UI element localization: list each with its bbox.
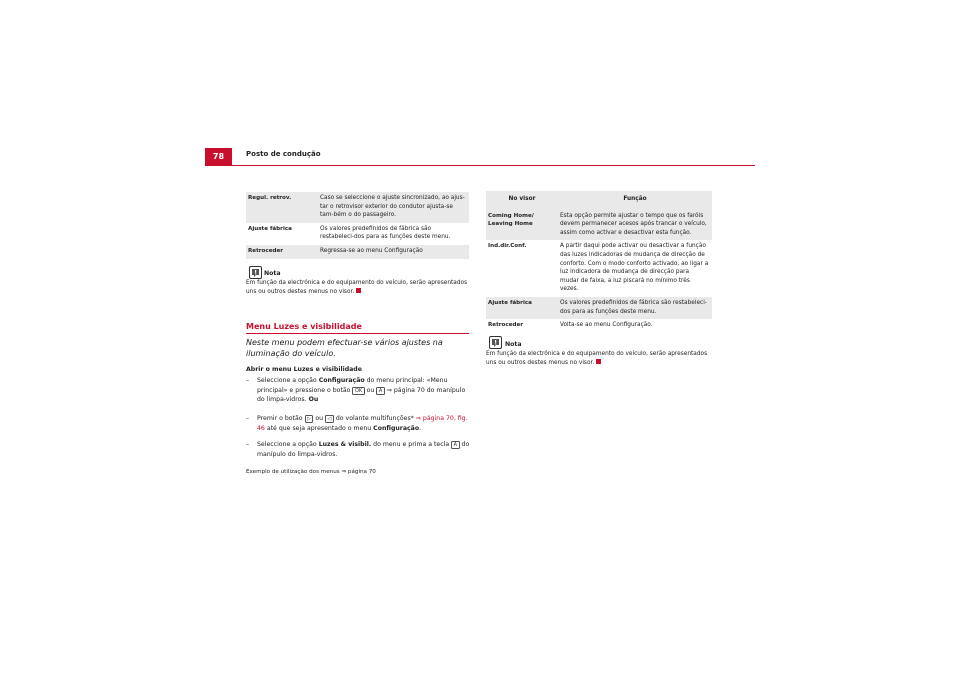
section-title: Menu Luzes e visibilidade — [246, 322, 362, 331]
option-name: Ajuste fábrica — [486, 297, 558, 319]
ok-key-icon: OK — [352, 387, 364, 395]
note-icon — [489, 336, 502, 349]
next-key-icon: ▷ — [305, 415, 314, 423]
option-name: Retroceder — [488, 322, 524, 329]
table-row — [246, 245, 469, 259]
step-text: Seleccione a opção — [257, 441, 319, 448]
note-body: Em função da electrónica e do equipamento do veículo, serão apresentados uns ou outros destes menus no visor. — [486, 351, 708, 366]
option-description: Regressa-se ao menu Configuração — [318, 245, 469, 259]
mirror-settings-table — [246, 192, 469, 259]
option-description: A partir daqui pode activar ou desactivar a função das luzes indicadoras de mudança de direcção de conforto. Com o modo conforto activado, ao ligar a luz indicadora de mudança de direcção para mudar de faixa, a luz piscará no mínimo três vezes. — [560, 243, 709, 293]
a-key-icon: A — [451, 441, 459, 449]
procedure-heading: Abrir o menu Luzes e visibilidade — [246, 366, 362, 373]
table-row — [246, 223, 469, 245]
table-row — [486, 297, 712, 319]
a-key-icon: A — [376, 387, 384, 395]
table-header-row — [486, 191, 712, 210]
column-header: No visor — [486, 191, 558, 210]
option-description: Caso se seleccione o ajuste sincronizado, ao ajus-tar o retrovisor exterior do condutor ajusta-se tam-bém o do passageiro. — [318, 192, 469, 223]
menu-option: Configuração — [318, 377, 365, 384]
section-intro: Neste menu podem efectuar-se vários ajustes na iluminação do veículo. — [246, 338, 443, 358]
end-of-section-mark — [356, 288, 361, 293]
menu-option: Luzes & visibil. — [318, 441, 372, 448]
section-rule — [246, 333, 469, 334]
note-title: Nota — [505, 341, 522, 348]
table-row — [486, 210, 712, 241]
note-icon — [249, 266, 262, 279]
menu-option: Configuração — [373, 424, 420, 432]
step-text: Premir o botão — [257, 415, 305, 422]
list-dash: – — [246, 441, 250, 448]
option-description: Volta-se ao menu Configuração. — [560, 322, 653, 329]
step-conjunction: Ou — [308, 396, 319, 404]
step-text: ou — [313, 415, 326, 422]
column-header: Função — [558, 191, 712, 210]
option-description: Os valores predefinidos de fábrica são restabeleci-dos para as funções deste menu. — [558, 297, 712, 319]
option-name: Regul. retrov. — [246, 192, 318, 223]
option-name: Ind.dir.Conf. — [488, 243, 527, 250]
step-text: ou — [364, 386, 377, 394]
table-row — [486, 319, 712, 333]
step-text: do menu e prima a tecla — [371, 441, 452, 448]
option-description: Esta opção permite ajustar o tempo que os faróis devem permanecer acesos após trancar o veículo, assim como activar e desactivar esta função. — [558, 210, 712, 241]
option-name: Coming Home/ Leaving Home — [486, 210, 558, 241]
cross-reference-footnote: Exemplo de utilização dos menus ⇒ página 70 — [246, 469, 376, 475]
running-header-title: Posto de condução — [246, 150, 321, 158]
list-item — [246, 440, 471, 459]
list-dash: – — [246, 415, 250, 422]
step-text: ⇒ página 70 do manípulo do limpa-vidros. — [257, 386, 466, 404]
note-text — [486, 350, 714, 367]
option-description: Os valores predefinidos de fábrica são restabeleci-dos para as funções deste menu. — [320, 225, 451, 241]
step-text: do volante multifunções* — [333, 415, 416, 422]
lights-visibility-table — [486, 191, 712, 333]
note-title: Nota — [264, 270, 281, 277]
table-row — [246, 192, 469, 223]
prev-key-icon: ◁ — [325, 415, 334, 423]
step-text: do menu principal: «Menu principal» e pressione o botão — [257, 377, 448, 394]
header-rule — [205, 165, 755, 166]
note-body: Em função da electrónica e do equipamento do veículo, serão apresentados uns ou outros destes menus no visor. — [246, 280, 468, 295]
list-dash: – — [246, 377, 250, 384]
option-name: Retroceder — [246, 245, 318, 259]
step-text: do manípulo do limpa-vidros. — [257, 441, 470, 458]
table-row — [486, 240, 712, 297]
end-of-section-mark — [596, 359, 601, 364]
step-text: até que seja apresentado o menu — [264, 424, 374, 432]
note-text — [246, 279, 471, 296]
step-text: . — [419, 424, 422, 432]
page-reference-link[interactable]: ⇒ página 70, fig. 46 — [257, 415, 468, 432]
step-text: Seleccione a opção — [257, 377, 319, 384]
page-number: 78 — [205, 148, 232, 165]
option-name: Ajuste fábrica — [248, 225, 292, 232]
list-item — [246, 376, 471, 405]
list-item — [246, 414, 471, 433]
